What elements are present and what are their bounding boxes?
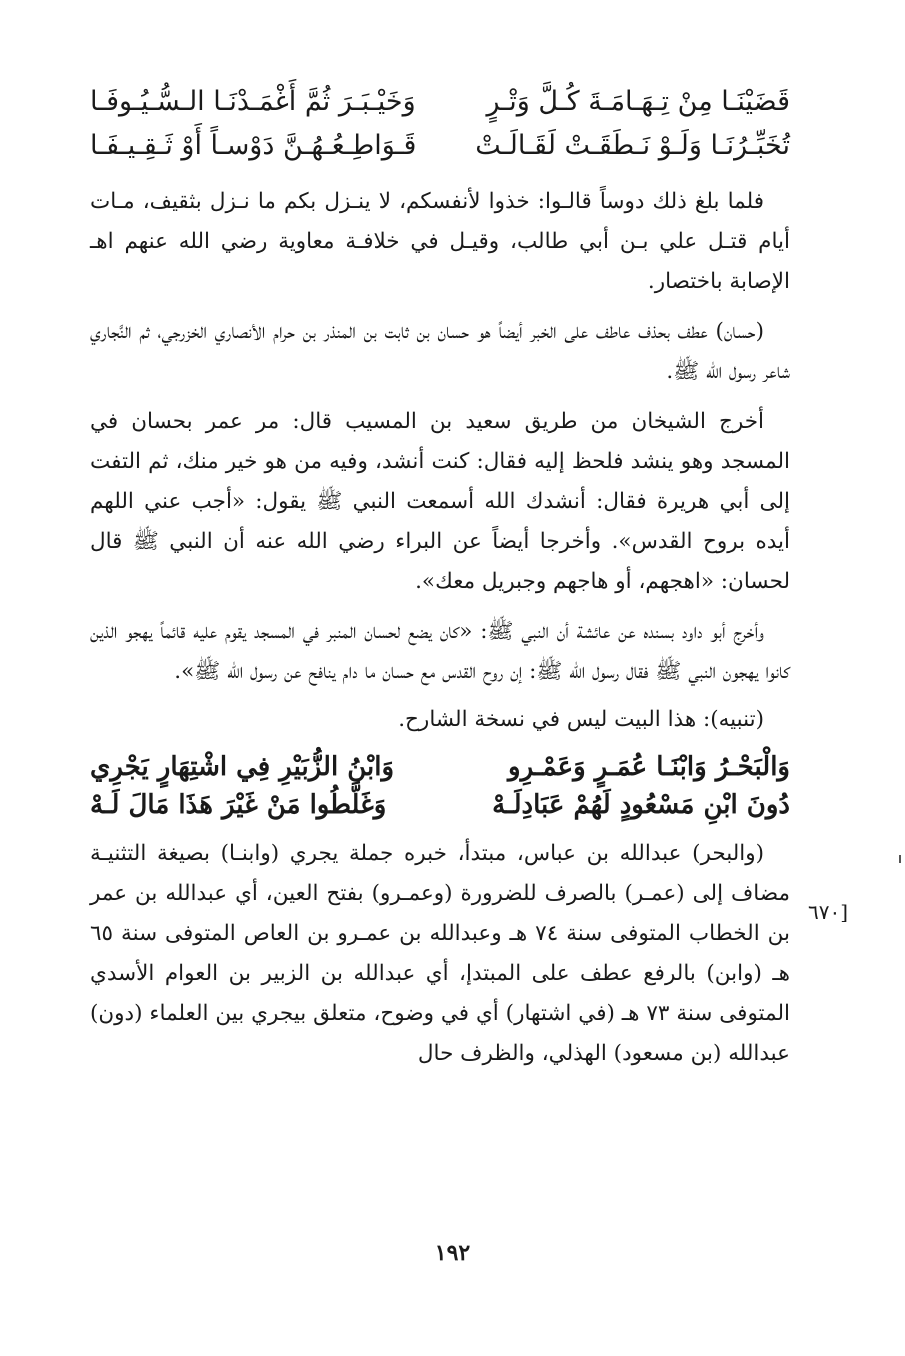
- paragraph: فلما بلغ ذلك دوساً قالـوا: خذوا لأنفسكم، لا ينـزل بكم ما نـزل بثقيف، مـات أيام قتـل علي بـن أبي طالب، وقيـل في خلافـة معاوية رضي الله عنهم اهـ الإصابة باختصار.: [90, 189, 790, 294]
- paragraph: وأخرج أبو داود بسنده عن عائشة أن النبي ﷺ: «كان يضع لحسان المنبر في المسجد يقوم عليه قائماً يهجو الذين كانوا يهجون النبي ﷺ فقال رسول الله ﷺ: إن روح القدس مع حسان ما دام ينافح عن رسول الله ﷺ».: [90, 619, 790, 684]
- matn-verses: [90, 748, 790, 824]
- margin-mark: [899, 855, 901, 863]
- verse-first-hemistich: قَضَيْنَـا مِنْ تِـهَـامَـةَ كُـلَّ وَتْـرٍ: [486, 86, 790, 117]
- page-body: [90, 80, 790, 1080]
- verse-line: [90, 80, 790, 124]
- verse-line: [90, 124, 790, 168]
- verse-first-hemistich: وَالْبَحْـرُ وَابْنَـا عُمَـرٍ وَعَمْـرِو: [508, 752, 790, 782]
- matn-verse-line: [90, 748, 790, 786]
- verse-second-hemistich: وَابْنُ الزُّبَيْرِ فِي اشْتِهَارٍ يَجْرِي: [90, 752, 395, 782]
- verse-second-hemistich: وَخَيْـبَـرَ ثُمَّ أَغْمَـدْنَـا الـسُّـيُـوفَـا: [90, 86, 416, 117]
- commentary-paragraph: (والبحر) عبدالله بن عباس، مبتدأ، خبره جملة يجري (وابنـا) بصيغة التثنيـة مضاف إلى (عمـر) بالصرف للضرورة (وعمـرو) بفتح العين، أي عبدالله بن عمر بن الخطاب المتوفى سنة ٧٤ هـ وعبدالله بن عمـرو بن العاص المتوفى سنة ٦٥ هـ (وابن) بالرفع عطف على المبتدإ، أي عبدالله بن الزبير بن العوام الأسدي المتوفى سنة ٧٣ هـ (في اشتهار) أي في وضوح، متعلق بيجري بين العلماء (دون) عبدالله (بن مسعود) الهذلي، والظرف حال: [90, 841, 790, 1066]
- verse-first-hemistich: تُخَبِّـرُنَـا وَلَـوْ نَـطَقَـتْ لَقَـالَـتْ: [475, 130, 790, 161]
- verse-first-hemistich: دُونَ ابْنِ مَسْعُودٍ لَهُمْ عَبَادِلَـهْ: [492, 790, 790, 820]
- paragraph: أخرج الشيخان من طريق سعيد بن المسيب قال: مر عمر بحسان في المسجد وهو ينشد فلحظ إليه فقال: كنت أنشد، وفيه من هو خير منك، ثم التفت إلى أبي هريرة فقال: أنشدك الله أسمعت النبي ﷺ يقول: «أجب عني اللهم أيده بروح القدس». وأخرجا أيضاً عن البراء رضي الله عنه أن النبي ﷺ قال لحسان: «اهجهم، أو هاجهم وجبريل معك».: [90, 409, 790, 594]
- page-number: ١٩٢: [434, 1240, 471, 1266]
- paragraph: (حسان) عطف بحذف عاطف على الخبر أيضاً هو حسان بن ثابت بن المنذر بن حرام الأنصاري الخزرجي، ثم النَّجاري شاعر رسول الله ﷺ.: [90, 319, 790, 384]
- poem-verses-top: [90, 80, 790, 168]
- note-paragraph: (تنبيه): هذا البيت ليس في نسخة الشارح.: [398, 707, 764, 732]
- matn-verse-line: [90, 786, 790, 824]
- verse-second-hemistich: قَـوَاطِـعُـهُـنَّ دَوْسـاً أَوْ ثَـقِـيـفَـا: [90, 130, 417, 161]
- verse-second-hemistich: وَغَلَّطُوا مَنْ غَيْرَ هَذَا مَالَ لَـهْ: [90, 790, 387, 820]
- verse-number: [٦٧٠: [808, 900, 849, 924]
